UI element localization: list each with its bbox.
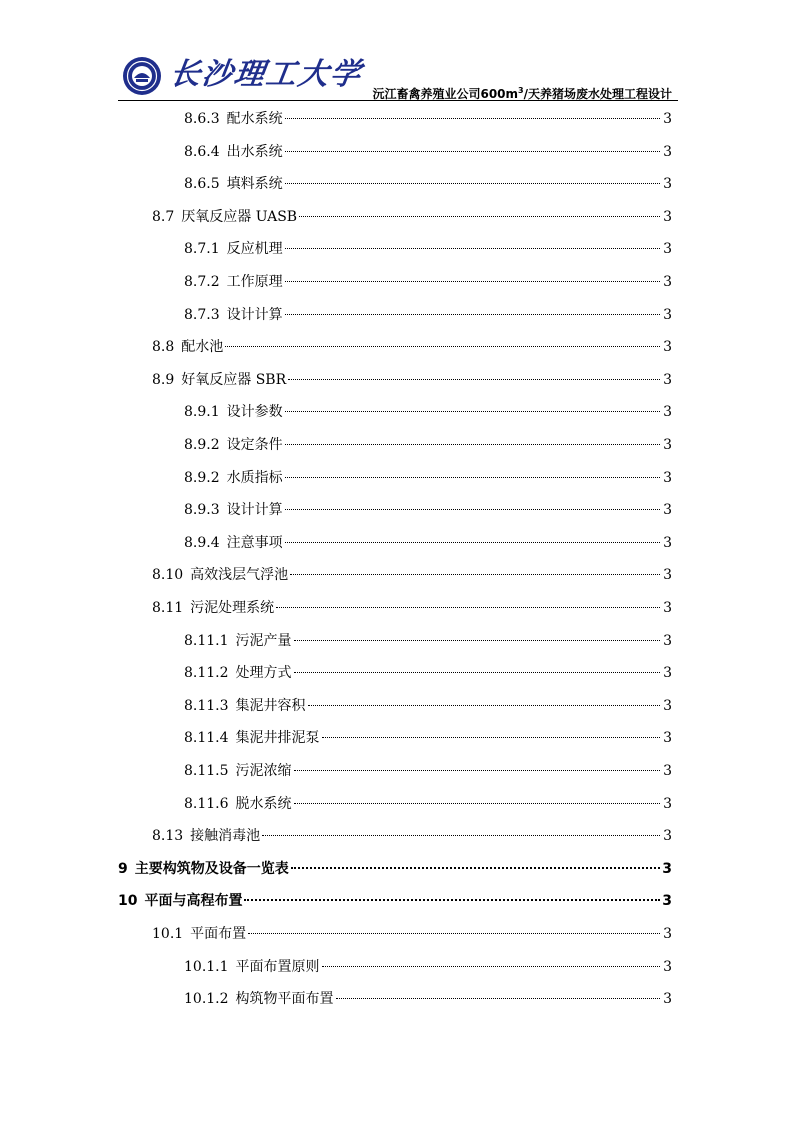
toc-entry-title: 平面布置原则	[235, 958, 320, 975]
toc-entry-number: 8.9.2	[184, 469, 220, 486]
toc-entry-title: 填料系统	[226, 176, 283, 193]
toc-dot-leader	[276, 607, 660, 608]
toc-entry-number: 10.1.2	[184, 991, 229, 1008]
toc-dot-leader	[336, 998, 660, 999]
toc-entry-title: 配水池	[181, 339, 224, 356]
toc-entry-title: 污泥产量	[235, 632, 292, 649]
toc-entry-title: 高效浅层气浮池	[190, 567, 289, 584]
toc-entry[interactable]	[184, 400, 672, 424]
toc-entry-title: 设计参数	[226, 404, 283, 421]
toc-page-number: 3	[663, 469, 672, 486]
toc-entry[interactable]	[184, 661, 672, 685]
toc-dot-leader	[285, 542, 660, 543]
toc-entry[interactable]	[184, 270, 672, 294]
toc-dot-leader	[285, 509, 660, 510]
toc-page-number: 3	[663, 665, 672, 682]
toc-page-number: 3	[663, 339, 672, 356]
toc-entry[interactable]	[184, 466, 672, 490]
toc-entry-title: 工作原理	[226, 274, 283, 290]
toc-dot-leader	[285, 151, 660, 152]
toc-entry[interactable]	[152, 368, 672, 392]
toc-entry-title: 水质指标	[226, 469, 283, 486]
toc-entry-title: 厌氧反应器 UASB	[181, 208, 298, 225]
toc-entry[interactable]	[152, 824, 672, 848]
toc-entry-number: 8.11.4	[184, 730, 229, 747]
toc-dot-leader	[294, 640, 660, 641]
page-header	[118, 52, 678, 102]
toc-dot-leader	[262, 835, 660, 836]
toc-entry[interactable]	[184, 433, 672, 457]
toc-page-number: 3	[663, 437, 672, 453]
toc-dot-leader	[285, 477, 660, 478]
toc-entry-title: 主要构筑物及设备一览表	[134, 860, 289, 877]
toc-entry[interactable]	[184, 172, 672, 196]
toc-page-number: 3	[663, 567, 672, 584]
toc-page-number: 3	[662, 893, 672, 910]
toc-entry[interactable]	[152, 922, 672, 946]
toc-page-number: 3	[663, 143, 672, 160]
toc-entry-number: 8.10	[152, 567, 184, 584]
toc-dot-leader	[308, 705, 660, 706]
toc-page-number: 3	[663, 763, 672, 779]
toc-dot-leader	[288, 379, 660, 380]
toc-page-number: 3	[663, 306, 672, 323]
toc-page-number: 3	[663, 926, 672, 942]
toc-dot-leader	[294, 672, 660, 673]
toc-entry[interactable]	[184, 303, 672, 327]
toc-page-number: 3	[663, 534, 672, 551]
toc-entry-title: 设定条件	[226, 437, 283, 453]
toc-entry-number: 8.13	[152, 828, 184, 845]
toc-entry[interactable]	[184, 498, 672, 522]
toc-entry-number: 8.7	[152, 208, 175, 225]
toc-entry[interactable]	[184, 107, 672, 131]
toc-entry-number: 8.7.3	[184, 306, 220, 323]
toc-entry-title: 集泥井排泥泵	[235, 730, 320, 747]
toc-dot-leader	[322, 737, 660, 738]
toc-entry[interactable]	[184, 694, 672, 718]
toc-entry-title: 构筑物平面布置	[235, 991, 334, 1008]
toc-entry-number: 10.1.1	[184, 958, 229, 975]
toc-entry-title: 好氧反应器 SBR	[181, 371, 287, 388]
toc-dot-leader	[225, 346, 660, 347]
toc-entry-title: 污泥浓缩	[235, 763, 292, 779]
toc-dot-leader	[285, 314, 660, 315]
toc-entry[interactable]	[184, 531, 672, 555]
toc-entry-number: 8.9.1	[184, 404, 220, 421]
toc-entry[interactable]	[184, 987, 672, 1011]
toc-entry-number: 8.9.3	[184, 502, 220, 519]
toc-dot-leader	[290, 574, 660, 575]
toc-dot-leader	[322, 966, 660, 967]
title-suffix: /天养猪场废水处理工程设计	[523, 87, 672, 101]
toc-entry-number: 10	[118, 893, 138, 910]
toc-entry[interactable]	[184, 726, 672, 750]
toc-entry-number: 8.11.6	[184, 795, 229, 812]
toc-entry[interactable]	[184, 629, 672, 653]
toc-entry-title: 配水系统	[226, 111, 283, 127]
toc-page-number: 3	[663, 795, 672, 812]
toc-entry-number: 8.7.1	[184, 241, 220, 258]
header-divider	[118, 100, 678, 101]
toc-page-number: 3	[663, 404, 672, 421]
toc-entry-number: 8.11.1	[184, 632, 229, 649]
toc-entry-number: 8.8	[152, 339, 175, 356]
toc-entry-title: 注意事项	[226, 534, 283, 551]
toc-entry[interactable]	[184, 759, 672, 783]
university-seal-icon	[122, 56, 162, 96]
toc-dot-leader	[285, 183, 660, 184]
toc-entry[interactable]	[118, 889, 672, 913]
toc-entry-number: 8.9	[152, 371, 175, 388]
toc-entry-number: 8.6.5	[184, 176, 220, 193]
title-prefix: 沅江畜禽养殖业公司600m	[372, 87, 519, 101]
toc-entry-number: 8.11	[152, 600, 184, 616]
toc-entry-number: 8.6.3	[184, 111, 220, 127]
toc-entry[interactable]	[152, 335, 672, 359]
toc-dot-leader	[285, 444, 660, 445]
toc-dot-leader	[294, 770, 660, 771]
toc-entry[interactable]	[152, 205, 672, 229]
toc-entry-title: 设计计算	[226, 306, 283, 323]
toc-dot-leader	[285, 118, 660, 119]
toc-entry-number: 8.11.2	[184, 665, 229, 682]
toc-entry-title: 设计计算	[226, 502, 283, 519]
toc-dot-leader	[244, 899, 660, 901]
toc-entry-title: 脱水系统	[235, 795, 292, 812]
toc-entry-title: 污泥处理系统	[190, 600, 275, 616]
title-superscript: 3	[518, 86, 524, 95]
toc-entry-number: 9	[118, 860, 128, 877]
toc-dot-leader	[285, 248, 660, 249]
toc-entry[interactable]	[152, 563, 672, 587]
toc-dot-leader	[291, 867, 660, 869]
toc-entry-title: 接触消毒池	[190, 828, 261, 845]
toc-entry[interactable]	[184, 792, 672, 816]
university-name-logo: 长沙理工大学	[167, 57, 365, 92]
toc-page-number: 3	[663, 274, 672, 290]
toc-page-number: 3	[663, 371, 672, 388]
toc-entry[interactable]	[118, 857, 672, 881]
toc-entry-number: 10.1	[152, 926, 184, 942]
toc-page-number: 3	[662, 860, 672, 877]
toc-page-number: 3	[663, 991, 672, 1008]
toc-dot-leader	[285, 411, 660, 412]
toc-entry-number: 8.11.3	[184, 697, 229, 714]
toc-entry-number: 8.7.2	[184, 274, 220, 290]
toc-entry-number: 8.6.4	[184, 143, 220, 160]
toc-page-number: 3	[663, 241, 672, 258]
toc-page-number: 3	[663, 176, 672, 193]
toc-dot-leader	[285, 281, 660, 282]
toc-entry-number: 8.11.5	[184, 763, 229, 779]
toc-entry-title: 出水系统	[226, 143, 283, 160]
toc-page-number: 3	[663, 111, 672, 127]
toc-dot-leader	[248, 933, 660, 934]
toc-page-number: 3	[663, 632, 672, 649]
toc-entry[interactable]	[184, 140, 672, 164]
toc-entry-number: 8.9.2	[184, 437, 220, 453]
toc-entry-title: 平面布置	[190, 926, 247, 942]
toc-dot-leader	[294, 803, 660, 804]
toc-page-number: 3	[663, 697, 672, 714]
toc-entry[interactable]	[152, 596, 672, 620]
toc-page-number: 3	[663, 502, 672, 519]
toc-page-number: 3	[663, 828, 672, 845]
toc-entry[interactable]	[184, 955, 672, 979]
toc-page-number: 3	[663, 730, 672, 747]
toc-entry-title: 平面与高程布置	[144, 893, 243, 910]
toc-entry-title: 处理方式	[235, 665, 292, 682]
toc-dot-leader	[299, 216, 660, 217]
toc-entry-title: 反应机理	[226, 241, 283, 258]
toc-page-number: 3	[663, 958, 672, 975]
toc-entry-number: 8.9.4	[184, 534, 220, 551]
toc-entry-title: 集泥井容积	[235, 697, 306, 714]
toc-page-number: 3	[663, 600, 672, 616]
toc-page-number: 3	[663, 208, 672, 225]
toc-entry[interactable]	[184, 237, 672, 261]
